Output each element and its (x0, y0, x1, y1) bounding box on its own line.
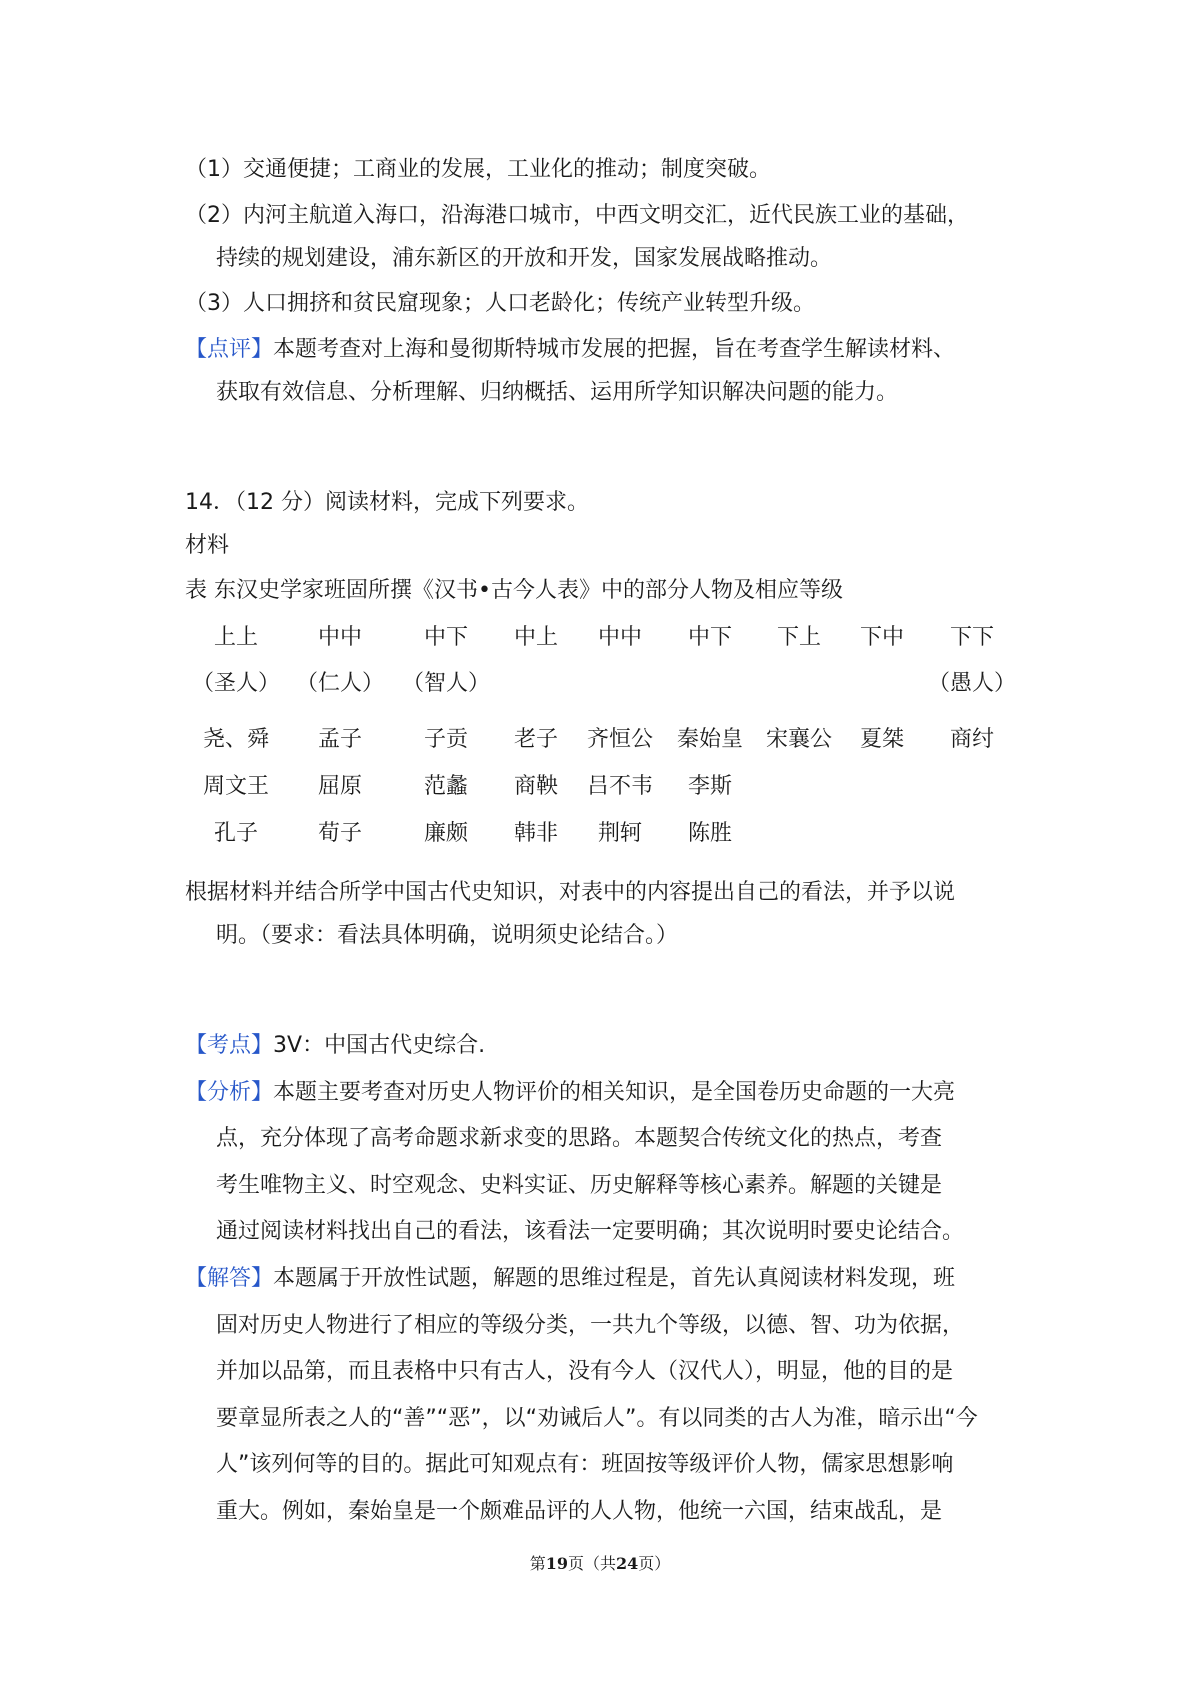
grade-note: （智人） (401, 671, 490, 696)
table-cell: 宋襄公 (765, 727, 832, 752)
jieda-line-5: 人”该列何等的目的。据此可知观点有：班固按等级评价人物，儒家思想影响 (216, 1452, 954, 1477)
grade-header: 上上 (213, 625, 258, 650)
fenxi-tag: 【分析】 (185, 1080, 274, 1105)
page-number: 19 (545, 1554, 568, 1573)
table-cell: 商纣 (949, 727, 994, 752)
answer-item-2-line-1: （2）内河主航道入海口，沿海港口城市，中西文明交汇，近代民族工业的基础， (185, 203, 969, 228)
table-cell: 子贡 (423, 727, 468, 752)
grade-header: 中中 (597, 625, 642, 650)
fenxi-line-3: 考生唯物主义、时空观念、史料实证、历史解释等核心素养。解题的关键是 (216, 1173, 943, 1198)
table-cell: 孟子 (317, 727, 362, 752)
question-prompt-line-1: 根据材料并结合所学中国古代史知识，对表中的内容提出自己的看法，并予以说 (185, 880, 956, 905)
table-cell: 齐恒公 (586, 727, 653, 752)
grade-header: 下中 (859, 625, 904, 650)
fenxi-line-4: 通过阅读材料找出自己的看法，该看法一定要明确；其次说明时要史论结合。 (216, 1219, 965, 1244)
kaodian-text: 3V：中国古代史综合. (273, 1033, 486, 1058)
grade-header: 中下 (687, 625, 732, 650)
jieda-line-1 (185, 1263, 955, 1295)
grade-header: 中中 (317, 625, 362, 650)
answer-item-2-line-2: 持续的规划建设，浦东新区的开放和开发，国家发展战略推动。 (216, 246, 833, 271)
footer-mid: 页（共 (567, 1554, 616, 1573)
grade-note: （圣人） (191, 671, 280, 696)
material-label: 材料 (185, 533, 230, 558)
table-cell: 屈原 (317, 774, 362, 799)
table-cell: 荀子 (317, 821, 362, 846)
table-cell: 老子 (513, 727, 558, 752)
table-caption: 表 东汉史学家班固所撰《汉书•古今人表》中的部分人物及相应等级 (185, 578, 843, 603)
answer-item-3: （3）人口拥挤和贫民窟现象；人口老龄化；传统产业转型升级。 (185, 291, 815, 316)
fenxi-text-1: 本题主要考查对历史人物评价的相关知识，是全国卷历史命题的一大亮 (273, 1080, 956, 1105)
footer-pre: 第 (529, 1554, 546, 1573)
grade-note: （愚人） (927, 671, 1016, 696)
grade-header: 中下 (423, 625, 468, 650)
comment-line-2: 获取有效信息、分析理解、归纳概括、运用所学知识解决问题的能力。 (216, 380, 899, 405)
question-prompt-line-2: 明。（要求：看法具体明确，说明须史论结合。） (216, 923, 679, 948)
table-cell: 秦始皇 (676, 727, 743, 752)
kaodian-tag: 【考点】 (185, 1033, 274, 1058)
table-cell: 陈胜 (687, 821, 732, 846)
table-cell: 荆轲 (597, 821, 642, 846)
table-cell: 孔子 (213, 821, 258, 846)
answer-item-1: （1）交通便捷；工商业的发展，工业化的推动；制度突破。 (185, 157, 771, 182)
jieda-text-1: 本题属于开放性试题，解题的思维过程是，首先认真阅读材料发现，班 (273, 1266, 956, 1291)
fenxi-line-2: 点，充分体现了高考命题求新求变的思路。本题契合传统文化的热点，考查 (216, 1126, 943, 1151)
table-cell: 夏桀 (859, 727, 904, 752)
table-cell: 周文王 (202, 774, 269, 799)
grade-header: 下上 (776, 625, 821, 650)
comment-tag: 【点评】 (185, 337, 274, 362)
footer-post: 页） (638, 1554, 671, 1573)
page-footer (0, 1552, 1200, 1576)
comment-text-1: 本题考查对上海和曼彻斯特城市发展的把握，旨在考查学生解读材料、 (273, 337, 956, 362)
grade-header: 中上 (513, 625, 558, 650)
table-cell: 韩非 (513, 821, 558, 846)
table-cell: 尧、舜 (202, 727, 269, 752)
jieda-line-2: 固对历史人物进行了相应的等级分类，一共九个等级，以德、智、功为依据， (216, 1313, 965, 1338)
fenxi-line-1 (185, 1077, 955, 1109)
table-cell: 廉颇 (423, 821, 468, 846)
table-cell: 商鞅 (513, 774, 558, 799)
grade-note: （仁人） (295, 671, 384, 696)
jieda-line-4: 要章显所表之人的“善”“恶”，以“劝诫后人”。有以同类的古人为准，暗示出“今 (216, 1406, 978, 1431)
page-total: 24 (616, 1554, 639, 1573)
kaodian-line (185, 1030, 485, 1062)
table-cell: 李斯 (687, 774, 732, 799)
grade-header: 下下 (949, 625, 994, 650)
jieda-tag: 【解答】 (185, 1266, 274, 1291)
table-cell: 范蠡 (423, 774, 468, 799)
jieda-line-3: 并加以品第，而且表格中只有古人，没有今人（汉代人），明显，他的目的是 (216, 1359, 954, 1384)
table-cell: 吕不韦 (586, 774, 653, 799)
comment-line-1 (185, 334, 955, 366)
question-14-title: 14．（12 分）阅读材料，完成下列要求。 (185, 490, 589, 515)
jieda-line-6: 重大。例如，秦始皇是一个颇难品评的人人物，他统一六国，结束战乱，是 (216, 1499, 943, 1524)
